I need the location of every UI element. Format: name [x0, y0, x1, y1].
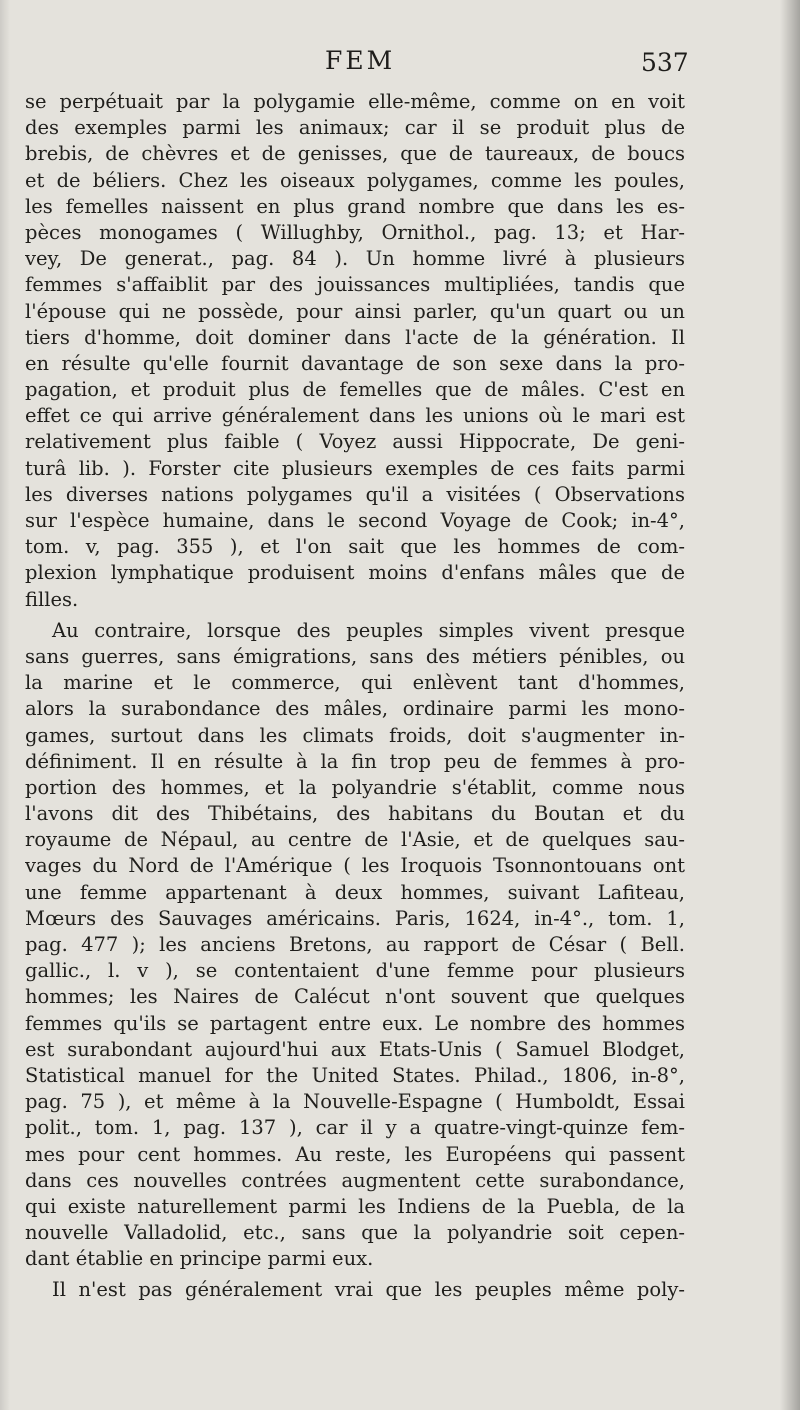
- text-line: femmes qu'ils se partagent entre eux. Le nombre des hommes: [25, 1011, 685, 1035]
- text-line: et de béliers. Chez les oiseaux polygames, comme les poules,: [25, 168, 685, 192]
- text-line: Mœurs des Sauvages américains. Paris, 1624, in-4°., tom. 1,: [25, 906, 685, 930]
- text-line: mes pour cent hommes. Au reste, les Européens qui passent: [25, 1142, 685, 1166]
- text-line: turâ lib. ). Forster cite plusieurs exemples de ces faits parmi: [25, 456, 685, 480]
- text-line: l'épouse qui ne possède, pour ainsi parler, qu'un quart ou un: [25, 299, 685, 323]
- text-line: tiers d'homme, doit dominer dans l'acte de la génération. Il: [25, 325, 685, 349]
- text-line: pag. 75 ), et même à la Nouvelle-Espagne ( Humboldt, Essai: [25, 1090, 685, 1114]
- text-line: les diverses nations polygames qu'il a visitées ( Observations: [25, 482, 685, 506]
- running-head-title: FEM: [325, 46, 396, 75]
- text-line: relativement plus faible ( Voyez aussi Hippocrate, De geni-: [25, 430, 685, 454]
- text-line: hommes; les Naires de Calécut n'ont souvent que quelques: [25, 985, 685, 1009]
- text-line: définiment. Il en résulte à la fin trop peu de femmes à pro-: [25, 749, 685, 773]
- paragraph-start-line: Au contraire, lorsque des peuples simples vivent presque: [52, 618, 685, 642]
- text-line: filles.: [25, 587, 79, 611]
- text-line: royaume de Népaul, au centre de l'Asie, et de quelques sau-: [25, 828, 685, 852]
- text-line: en résulte qu'elle fournit davantage de son sexe dans la pro-: [25, 351, 685, 375]
- text-line: Statistical manuel for the United States. Philad., 1806, in-8°,: [25, 1063, 685, 1087]
- text-line: dant établie en principe parmi eux.: [25, 1247, 374, 1271]
- text-line: effet ce qui arrive généralement dans les unions où le mari est: [25, 404, 685, 428]
- text-line: pagation, et produit plus de femelles que de mâles. C'est en: [25, 378, 685, 402]
- page-number: 537: [641, 48, 689, 77]
- paragraph-start-line: Il n'est pas généralement vrai que les peuples même poly-: [52, 1278, 685, 1302]
- text-line: alors la surabondance des mâles, ordinaire parmi les mono-: [25, 697, 685, 721]
- text-line: est surabondant aujourd'hui aux Etats-Unis ( Samuel Blodget,: [25, 1037, 685, 1061]
- text-line: pèces monogames ( Willughby, Ornithol., pag. 13; et Har-: [25, 220, 685, 244]
- text-line: tom. v, pag. 355 ), et l'on sait que les hommes de com-: [25, 535, 685, 559]
- text-line: pag. 477 ); les anciens Bretons, au rapport de César ( Bell.: [25, 933, 685, 956]
- text-line: sans guerres, sans émigrations, sans des métiers pénibles, ou: [25, 644, 685, 668]
- text-line: les femelles naissent en plus grand nombre que dans les es-: [25, 194, 685, 218]
- text-line: des exemples parmi les animaux; car il se produit plus de: [25, 116, 685, 140]
- body-text: [25, 89, 685, 1304]
- text-line: qui existe naturellement parmi les Indiens de la Puebla, de la: [25, 1194, 685, 1218]
- text-line: la marine et le commerce, qui enlèvent tant d'hommes,: [25, 671, 685, 695]
- text-line: l'avons dit des Thibétains, des habitans du Boutan et du: [25, 802, 685, 826]
- text-line: brebis, de chèvres et de genisses, que de taureaux, de boucs: [25, 142, 685, 166]
- page-edge-shadow: [780, 0, 800, 1410]
- text-line: dans ces nouvelles contrées augmentent cette surabondance,: [25, 1168, 685, 1192]
- text-line: polit., tom. 1, pag. 137 ), car il y a quatre-vingt-quinze fem-: [25, 1116, 685, 1140]
- text-line: sur l'espèce humaine, dans le second Voyage de Cook; in-4°,: [25, 509, 685, 532]
- text-line: femmes s'affaiblit par des jouissances multipliées, tandis que: [25, 273, 685, 297]
- text-line: se perpétuait par la polygamie elle-même, comme on en voit: [25, 90, 685, 113]
- text-line: nouvelle Valladolid, etc., sans que la polyandrie soit cepen-: [25, 1221, 685, 1245]
- text-line: une femme appartenant à deux hommes, suivant Lafiteau,: [25, 880, 685, 904]
- text-line: vages du Nord de l'Amérique ( les Iroquois Tsonnontouans ont: [25, 854, 685, 878]
- text-line: games, surtout dans les climats froids, doit s'augmenter in-: [25, 723, 685, 747]
- text-line: plexion lymphatique produisent moins d'enfans mâles que de: [25, 561, 685, 585]
- text-line: gallic., l. v ), se contentaient d'une femme pour plusieurs: [25, 959, 685, 983]
- text-line: portion des hommes, et la polyandrie s'établit, comme nous: [25, 775, 685, 799]
- page-gutter-shadow: [0, 0, 10, 1410]
- text-line: vey, De generat., pag. 84 ). Un homme livré à plusieurs: [25, 247, 685, 271]
- running-head: [0, 46, 800, 82]
